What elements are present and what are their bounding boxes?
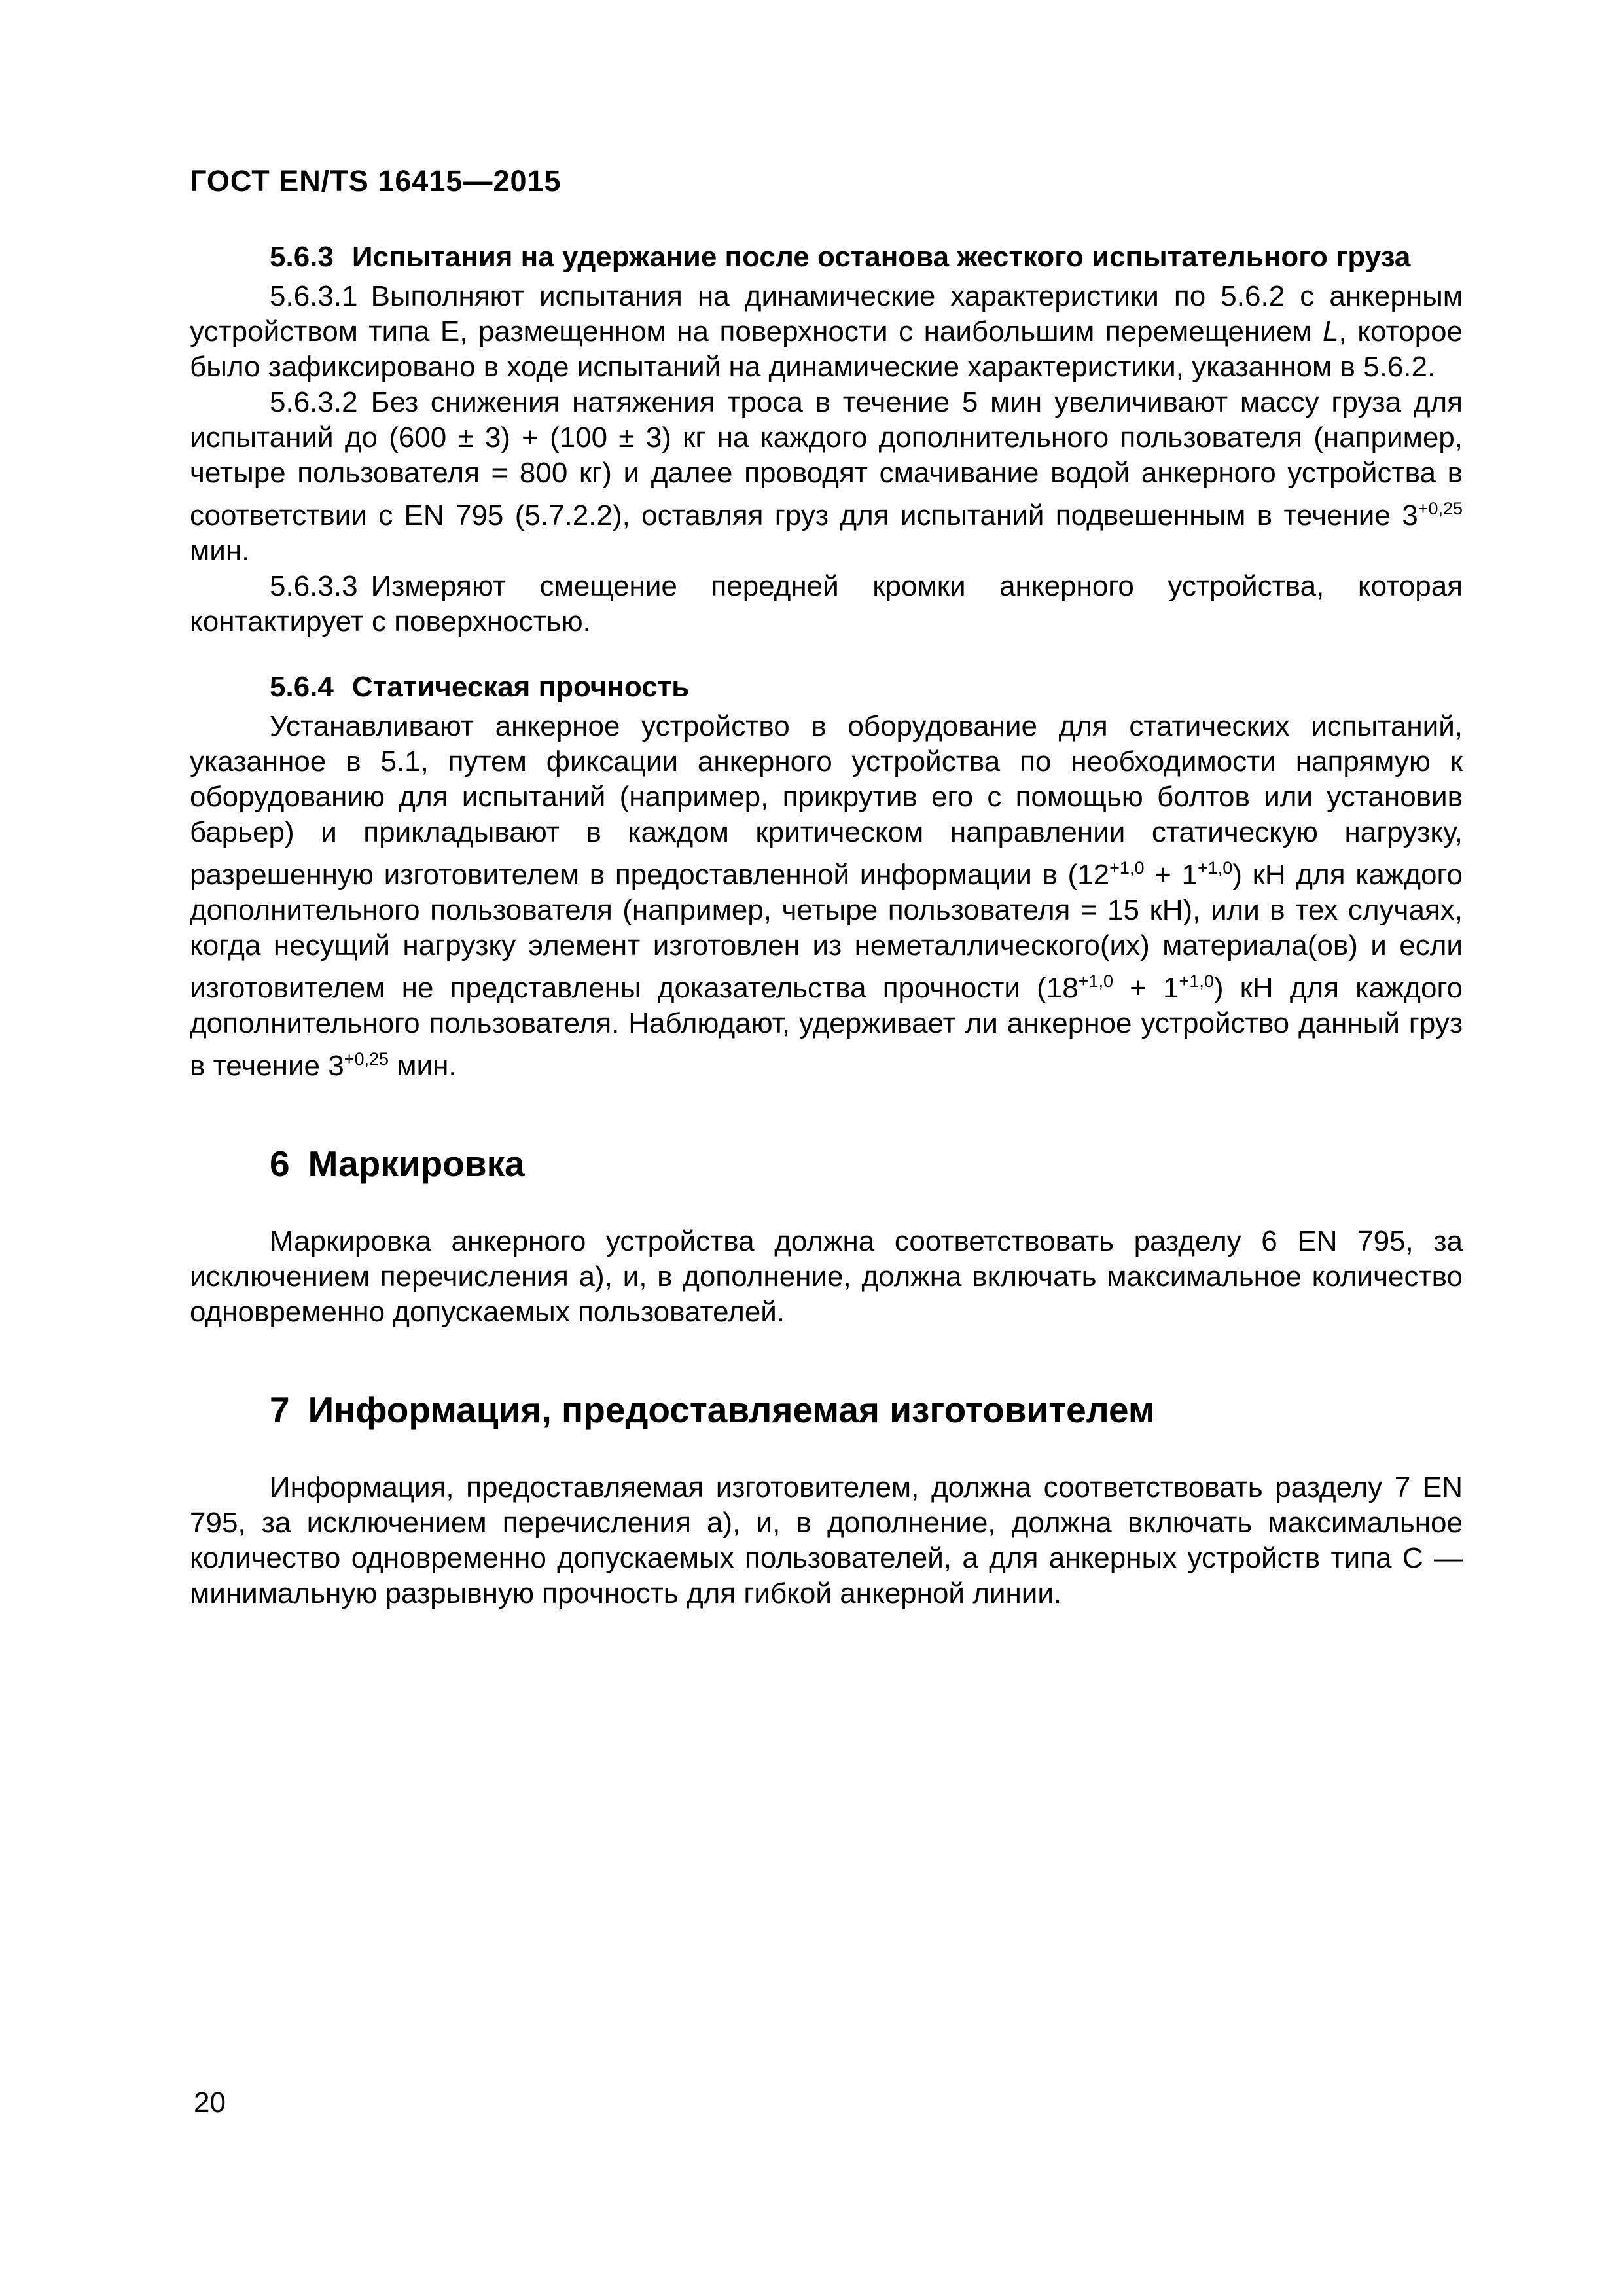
paragraph-text: Выполняют испытания на динамические характеристики по 5.6.2 с анкерным устройством типа Е, размещенном на поверхности с наибольшим перемещением (190, 280, 1463, 348)
clause-number: 5.6.3.2 (270, 386, 358, 418)
paragraph-text: мин. (190, 535, 250, 567)
paragraph-text: ) кН для каждого дополнительного пользователя. Наблюдают, удерживает ли анкерное устройство данный груз в течение 3 (190, 972, 1463, 1082)
paragraph-5-6-3-2 (190, 385, 1463, 569)
section-number: 7 (270, 1390, 290, 1430)
page-content (190, 164, 1463, 1611)
paragraph-text: + 1 (1113, 972, 1179, 1004)
superscript-tolerance: +1,0 (1198, 858, 1233, 878)
paragraph-text: , которое было зафиксировано в ходе испытаний на динамические характеристики, указанном в 5.6.2. (190, 315, 1463, 383)
superscript-tolerance: +1,0 (1109, 858, 1145, 878)
section-title: Испытания на удержание после останова жесткого испытательного груза (351, 241, 1411, 273)
section-number: 5.6.3 (270, 241, 334, 273)
section-heading-5-6-3 (190, 240, 1463, 275)
section-heading-7 (190, 1389, 1463, 1431)
section-heading-5-6-4 (190, 670, 1463, 705)
superscript-tolerance: +0,25 (344, 1049, 389, 1069)
page-footer (194, 2087, 226, 2119)
section-heading-6 (190, 1143, 1463, 1185)
paragraph-5-6-3-3 (190, 569, 1463, 639)
paragraph-text: Измеряют смещение передней кромки анкерного устройства, которая контактирует с поверхностью. (190, 570, 1463, 637)
paragraph-text: Без снижения натяжения троса в течение 5 мин увеличивают массу груза для испытаний до (600 ± 3) + (100 ± 3) кг на каждого дополнительного пользователя (например, четыре пользователя = 800 кг) и далее проводят смачивание водой анкерного устройства в соответствии с EN 795 (5.7.2.2), оставляя груз для испытаний подвешенным в течение 3 (190, 386, 1463, 531)
clause-number: 5.6.3.1 (270, 280, 358, 312)
superscript-tolerance: +1,0 (1078, 971, 1114, 991)
paragraph-5-6-4 (190, 709, 1463, 1084)
standard-designation: ГОСТ EN/TS 16415—2015 (190, 164, 562, 198)
paragraph-text: Маркировка анкерного устройства должна соответствовать разделу 6 EN 795, за исключением перечисления а), и, в дополнение, должна включать максимальное количество одновременно допускаемых пользователей. (190, 1225, 1463, 1328)
paragraph-7 (190, 1470, 1463, 1611)
paragraph-text: Информация, предоставляемая изготовителем, должна соответствовать разделу 7 EN 795, за исключением перечисления а), и, в дополнение, должна включать максимальное количество одновременно допускаемых пользователей, а для анкерных устройств типа С — минимальную разрывную прочность для гибкой анкерной линии. (190, 1471, 1463, 1609)
section-number: 6 (270, 1143, 290, 1184)
document-header (190, 164, 1463, 199)
section-title: Информация, предоставляемая изготовителем (308, 1390, 1155, 1430)
paragraph-text: + 1 (1144, 859, 1198, 891)
section-title: Маркировка (308, 1143, 525, 1184)
paragraph-text: ) кН для каждого дополнительного пользователя (например, четыре пользователя = 15 кН), или в тех случаях, когда несущий нагрузку элемент изготовлен из неметаллического(их) материала(ов) и если изготовителем не представлены доказательства прочности (18 (190, 859, 1463, 1004)
page-number: 20 (194, 2087, 226, 2119)
paragraph-6 (190, 1224, 1463, 1330)
superscript-tolerance: +0,25 (1418, 499, 1463, 518)
section-number: 5.6.4 (270, 671, 334, 703)
clause-number: 5.6.3.3 (270, 570, 358, 602)
superscript-tolerance: +1,0 (1179, 971, 1214, 991)
italic-variable: L (1323, 315, 1339, 348)
paragraph-5-6-3-1 (190, 279, 1463, 385)
paragraph-text: Устанавливают анкерное устройство в оборудование для статических испытаний, указанное в 5.1, путем фиксации анкерного устройства по необходимости напрямую к оборудованию для испытаний (например, прикрутив его с помощью болтов или установив барьер) и прикладывают в каждом критическом направлении статическую нагрузку, разрешенную изготовителем в предоставленной информации в (12 (190, 710, 1463, 891)
paragraph-text: мин. (389, 1050, 457, 1082)
section-title: Статическая прочность (351, 671, 690, 703)
